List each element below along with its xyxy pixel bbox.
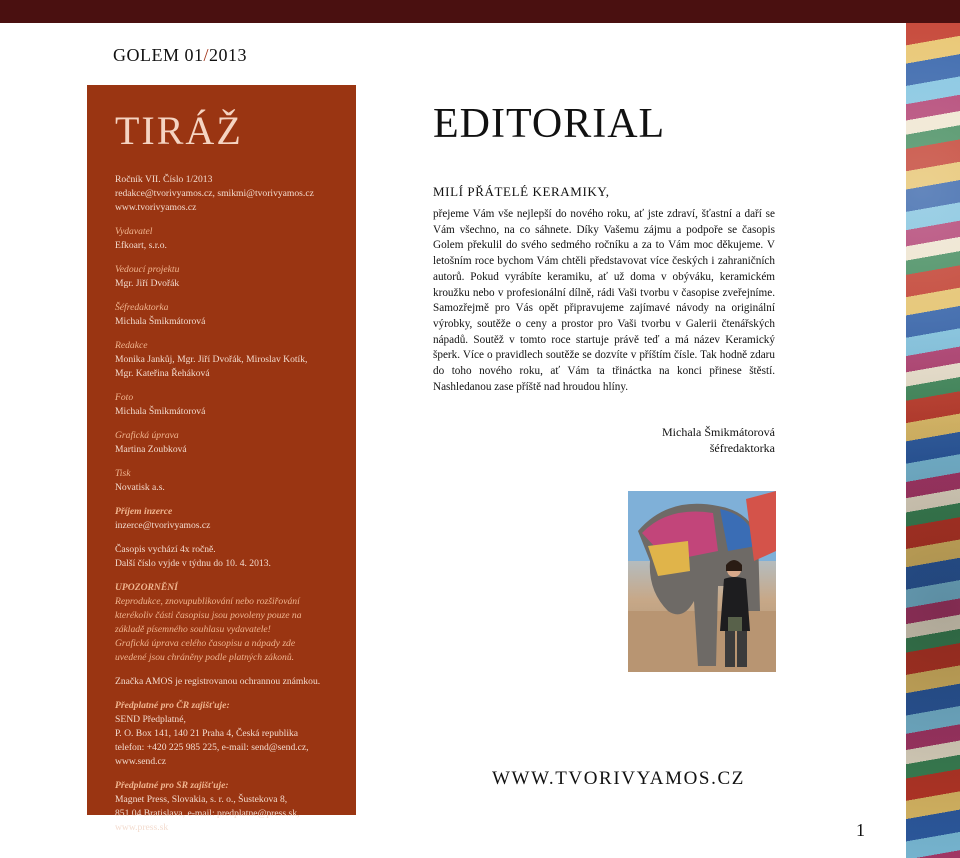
frequency-line-1: Časopis vychází 4x ročně. (115, 544, 216, 555)
photo-credit: Michala Šmikmátorová (115, 406, 206, 417)
colophon-panel (87, 85, 356, 833)
trademark-note: Značka AMOS je registrovanou ochrannou známkou. (115, 676, 321, 687)
sk-subscription-line-1: Magnet Press, Slovakia, s. r. o., Šustekova 8, (115, 794, 288, 805)
footer-website: WWW.TVORIVYAMOS.CZ (492, 768, 745, 789)
cz-subscription-line-1: SEND Předplatné, (115, 714, 186, 725)
signature-name: Michala Šmikmátorová (662, 425, 775, 439)
sk-subscription-line-2: 851 04 Bratislava, e-mail: predplatne@press.sk, (115, 808, 300, 819)
editor-name: Michala Šmikmátorová (115, 316, 206, 327)
design-heading: Grafická úprava (115, 430, 179, 441)
manager-name: Mgr. Jiří Dvořák (115, 278, 180, 289)
editorial-signature (560, 424, 775, 456)
signature-role: šéfredaktorka (709, 441, 775, 455)
issue-label: GOLEM 01/2013 (113, 45, 248, 65)
warning-line-1: Reprodukce, znovupublikování nebo rozšiřování (115, 596, 300, 607)
photo-heading: Foto (115, 392, 134, 403)
editorial-body: přejeme Vám vše nejlepší do nového roku, ať jste zdraví, šťastní a daří se Vám všechno, na co sáhnete. Díky Vašemu zájmu a podpoře se časopis Golem překulil do svého sedmého ročníku a za to Vám moc děkujeme. V letošním roce bychom Vám chtěli představovat více českých i zahraničních autorů. Pokud vyrábíte keramiku, ať už doma v obýváku, keramickém kroužku nebo v profesionální dílně, rádi Vaši tvorbu v časopise zveřejníme. Samozřejmě pro Vás opět připravujeme zajímavé návody na originální výrobky, soutěže o ceny a prostor pro Vaši tvorbu v Galerii čtenářských nápadů. Soutěž v tomto roce startuje právě teď a má název Keramický šperk. Více o pravidlech soutěže se dozvíte v příštím čísle. Tak hodně zdaru do toho nového roku, ať Vám ta třináctka na konci přinese štěstí. Nashledanou zase příště nad hroudou hlíny. (433, 208, 775, 393)
print-credit: Novatisk a.s. (115, 482, 165, 493)
staff-line-1: Monika Jankůj, Mgr. Jiří Dvořák, Miroslav Kotík, (115, 354, 308, 365)
frequency-line-2: Další číslo vyjde v týdnu do 10. 4. 2013. (115, 558, 271, 569)
volume-line: Ročník VII. Číslo 1/2013 (115, 174, 213, 185)
side-photo-strip (906, 23, 960, 858)
warning-line-3: základě písemného souhlasu vydavatele! (115, 624, 271, 635)
sk-subscription-line-3: www.press.sk (115, 822, 169, 833)
ads-heading: Příjem inzerce (115, 506, 173, 517)
ads-email: inzerce@tvorivyamos.cz (115, 520, 211, 531)
staff-heading: Redakce (115, 340, 148, 351)
cz-subscription-line-2: P. O. Box 141, 140 21 Praha 4, Česká republika (115, 728, 299, 739)
warning-line-4: Grafická úprava celého časopisu a nápady zde (115, 638, 296, 649)
colophon-body (115, 173, 351, 845)
editorial-greeting: MILÍ PŘÁTELÉ KERAMIKY, (433, 184, 610, 199)
editor-photo (628, 491, 776, 672)
sk-subscription-heading: Předplatné pro SR zajišťuje: (115, 780, 229, 791)
colophon-title: TIRÁŽ (115, 108, 243, 153)
website-line: www.tvorivyamos.cz (115, 202, 197, 213)
staff-line-2: Mgr. Kateřina Řeháková (115, 368, 210, 379)
top-bar (0, 0, 960, 23)
publisher-heading: Vydavatel (115, 226, 153, 237)
cz-subscription-heading: Předplatné pro ČR zajišťuje: (115, 700, 230, 711)
cz-subscription-line-4: www.send.cz (115, 756, 167, 767)
design-credit: Martina Zoubková (115, 444, 187, 455)
publisher-name: Efkoart, s.r.o. (115, 240, 167, 251)
print-heading: Tisk (115, 468, 131, 479)
warning-line-2: kterékoliv části časopisu jsou povoleny pouze na (115, 610, 302, 621)
warning-heading: UPOZORNĚNÍ (115, 582, 178, 593)
manager-heading: Vedoucí projektu (115, 264, 180, 275)
warning-line-5: uvedené jsou chráněny podle platných zákonů. (115, 652, 295, 663)
contact-emails: redakce@tvorivyamos.cz, smikmi@tvorivyamos.cz (115, 188, 314, 199)
editorial-title: EDITORIAL (433, 101, 666, 147)
editor-heading: Šéfredaktorka (115, 302, 169, 313)
cz-subscription-line-3: telefon: +420 225 985 225, e-mail: send@send.cz, (115, 742, 309, 753)
page-number: 1 (856, 820, 865, 840)
